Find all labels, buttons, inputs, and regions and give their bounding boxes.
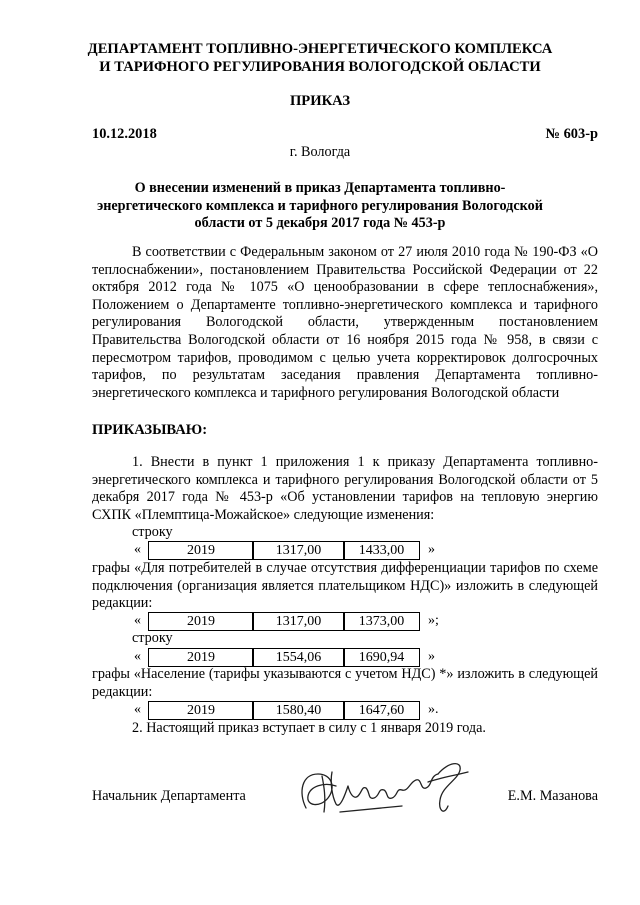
- cell-value-1: 1317,00: [252, 612, 345, 631]
- signatory-position: Начальник Департамента: [92, 788, 246, 804]
- cell-value-2: 1647,60: [343, 701, 420, 720]
- cell-value-2: 1373,00: [343, 612, 420, 631]
- order-subject: [60, 180, 580, 233]
- order-date: 10.12.2018: [92, 126, 157, 142]
- cell-value-1: 1317,00: [252, 541, 345, 560]
- order-subject-line2: энергетического комплекса и тарифного регулирования Вологодской: [97, 197, 543, 214]
- cell-year: 2019: [148, 648, 254, 667]
- order-subject-line1: О внесении изменений в приказ Департамента топливно-: [134, 180, 506, 196]
- close-quote: »;: [428, 613, 439, 628]
- open-quote: «: [134, 542, 141, 557]
- item2-text: 2. Настоящий приказ вступает в силу с 1 января 2019 года.: [132, 720, 486, 736]
- cell-year: 2019: [148, 701, 254, 720]
- department-name-line2: И ТАРИФНОГО РЕГУЛИРОВАНИЯ ВОЛОГОДСКОЙ ОБЛАСТИ: [99, 59, 541, 75]
- graph-2-text: графы «Население (тарифы указываются с учетом НДС) *» изложить в следующей редакции:: [92, 666, 598, 700]
- cell-year: 2019: [148, 541, 254, 560]
- row-word-1: строку: [132, 524, 173, 540]
- cell-value-1: 1580,40: [252, 701, 345, 720]
- order-subject-line3: области от 5 декабря 2017 года № 453-р: [194, 215, 446, 232]
- open-quote: «: [134, 613, 141, 628]
- row-word-2: строку: [132, 630, 173, 646]
- close-quote: »: [428, 542, 435, 557]
- order-number: № 603-р: [545, 126, 598, 142]
- signatory-name: Е.М. Мазанова: [507, 788, 598, 804]
- city: г. Вологда: [289, 144, 351, 160]
- open-quote: «: [134, 649, 141, 664]
- document-type: ПРИКАЗ: [289, 93, 351, 109]
- cell-value-1: 1554,06: [252, 648, 345, 667]
- cell-value-2: 1690,94: [343, 648, 420, 667]
- graph-1-text: графы «Для потребителей в случае отсутствия дифференциации тарифов по схеме подключения (организация является плательщиком НДС)» изложить в следующей редакции:: [92, 560, 598, 612]
- handwritten-signature: [292, 752, 482, 822]
- item1-intro: 1. Внести в пункт 1 приложения 1 к приказу Департамента топливно-энергетического комплекса и тарифного регулирования Вологодской области от 5 декабря 2017 года № 453-р «Об установлении тарифов на тепловую энергию СХПК «Племптица-Можайское» следующие изменения:: [92, 454, 598, 523]
- cell-year: 2019: [148, 612, 254, 631]
- close-quote: »: [428, 649, 435, 664]
- department-name-line1: ДЕПАРТАМЕНТ ТОПЛИВНО-ЭНЕРГЕТИЧЕСКОГО КОМПЛЕКСА: [87, 41, 553, 57]
- order-word: ПРИКАЗЫВАЮ:: [92, 422, 208, 438]
- preamble-paragraph: В соответствии с Федеральным законом от 27 июля 2010 года № 190-ФЗ «О теплоснабжении», постановлением Правительства Российской Федерации от 22 октября 2012 года № 1075 «О ценообразовании в сфере теплоснабжения», Положением о Департаменте топливно-энергетического комплекса и тарифного регулирования Вологодской области, утвержденным постановлением Правительства Вологодской области от 16 ноября 2015 года № 958, в связи с пересмотром тарифов, проводимом с целью учета корректировок долгосрочных тарифов, по результатам заседания правления Департамента топливно-энергетического комплекса и тарифного регулирования Вологодской области: [92, 244, 598, 401]
- cell-value-2: 1433,00: [343, 541, 420, 560]
- open-quote: «: [134, 702, 141, 717]
- close-quote: ».: [428, 702, 439, 717]
